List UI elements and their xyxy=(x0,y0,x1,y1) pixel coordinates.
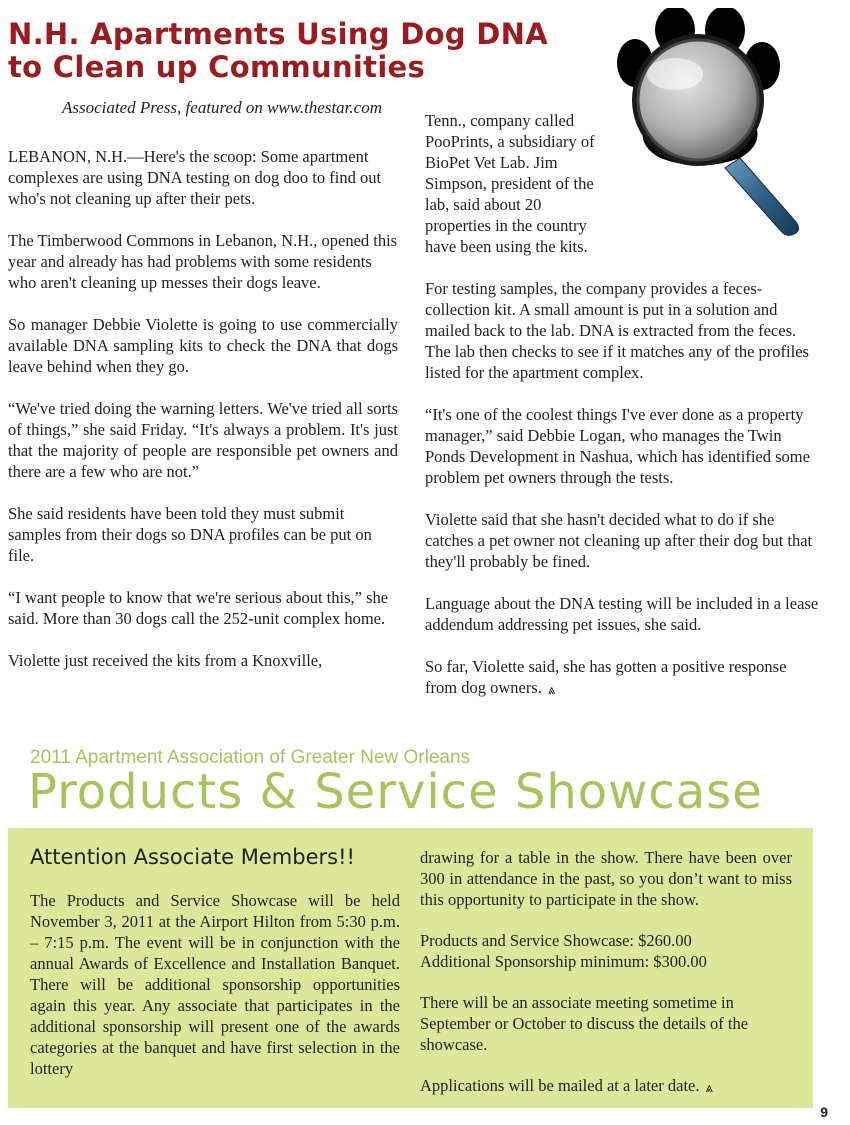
showcase-paragraph: The Products and Service Showcase will be held November 3, 2011 at the Airport Hilton from 5:30 p.m. – 7:15 p.m. The event will be in conjunction with the annual Awards of Excellence and Installation Banquet. There will be additional sponsorship opportunities again this year. Any associate that participates in the additional sponsorship will present one of the awards categories at the banquet and have first selection in the lottery xyxy=(30,891,400,1078)
article-closing-text: So far, Violette said, she has gotten a positive response from dog owners. xyxy=(425,657,787,697)
article-byline: Associated Press, featured on www.thestar.com xyxy=(62,98,382,117)
article-paragraph: She said residents have been told they must submit samples from their dogs so DNA profiles can be put on file. xyxy=(8,504,372,565)
article-right-column xyxy=(425,110,820,721)
article-paragraph: “I want people to know that we're serious about this,” she said. More than 30 dogs call the 252-unit complex home. xyxy=(8,588,389,628)
showcase-paragraph-last xyxy=(420,1075,792,1098)
showcase-left-column xyxy=(30,890,400,1099)
showcase-price-line: Products and Service Showcase: $260.00 xyxy=(420,931,692,950)
article-paragraph: Violette just received the kits from a Knoxville, xyxy=(8,651,323,670)
end-mark-icon: ⩓ xyxy=(705,1079,713,1095)
sponsorship-price-line: Additional Sponsorship minimum: $300.00 xyxy=(420,952,707,971)
showcase-subtitle: 2011 Apartment Association of Greater New Orleans xyxy=(30,747,471,768)
page-number: 9 xyxy=(820,1104,828,1120)
article-paragraph: Tenn., company called PooPrints, a subsidiary of BioPet Vet Lab. Jim Simpson, president of the lab, said about 20 properties in the country have been using the kits. xyxy=(425,111,595,256)
article-paragraph: So manager Debbie Violette is going to use commercially available DNA sampling kits to check the DNA that dogs leave behind when they go. xyxy=(8,315,398,376)
headline-line-2: to Clean up Communities xyxy=(8,50,426,84)
showcase-prices xyxy=(420,930,792,972)
showcase-right-column xyxy=(420,847,792,1118)
article-paragraph: “It's one of the coolest things I've ever done as a property manager,” said Debbie Logan, who manages the Twin Ponds Development in Nashua, which has identified some problem pet owners through the tests. xyxy=(425,405,810,487)
attention-heading: Attention Associate Members!! xyxy=(30,845,355,869)
article-left-column xyxy=(8,146,398,692)
showcase-paragraph: There will be an associate meeting sometime in September or October to discuss the details of the showcase. xyxy=(420,993,749,1054)
applications-text: Applications will be mailed at a later date. xyxy=(420,1076,700,1095)
headline-line-1: N.H. Apartments Using Dog DNA xyxy=(8,17,548,51)
showcase-paragraph: drawing for a table in the show. There have been over 300 in attendance in the past, so you don’t want to miss this opportunity to participate in the show. xyxy=(420,848,792,909)
article-paragraph: LEBANON, N.H.—Here's the scoop: Some apartment complexes are using DNA testing on dog doo to find out who's not cleaning up after their pets. xyxy=(8,147,382,208)
article-paragraph: “We've tried doing the warning letters. We've tried all sorts of things,” she said Friday. “It's always a problem. It's just that the majority of people are responsible pet owners and there are a few who are not.” xyxy=(8,399,398,481)
article-headline xyxy=(8,18,548,84)
article-paragraph: For testing samples, the company provides a feces-collection kit. A small amount is put in a solution and mailed back to the lab. DNA is extracted from the feces. The lab then checks to see if it matches any of the profiles listed for the apartment complex. xyxy=(425,279,809,382)
showcase-title: Products & Service Showcase xyxy=(28,764,763,820)
article-paragraph: Violette said that she hasn't decided what to do if she catches a pet owner not cleaning up after their dog but that they'll probably be fined. xyxy=(425,510,813,571)
article-paragraph: The Timberwood Commons in Lebanon, N.H., opened this year and already has had problems with some residents who aren't cleaning up messes their dogs leave. xyxy=(8,231,398,292)
article-paragraph-last xyxy=(425,656,820,700)
article-paragraph: Language about the DNA testing will be included in a lease addendum addressing pet issues, she said. xyxy=(425,594,819,634)
end-mark-icon: ⩓ xyxy=(547,681,556,697)
